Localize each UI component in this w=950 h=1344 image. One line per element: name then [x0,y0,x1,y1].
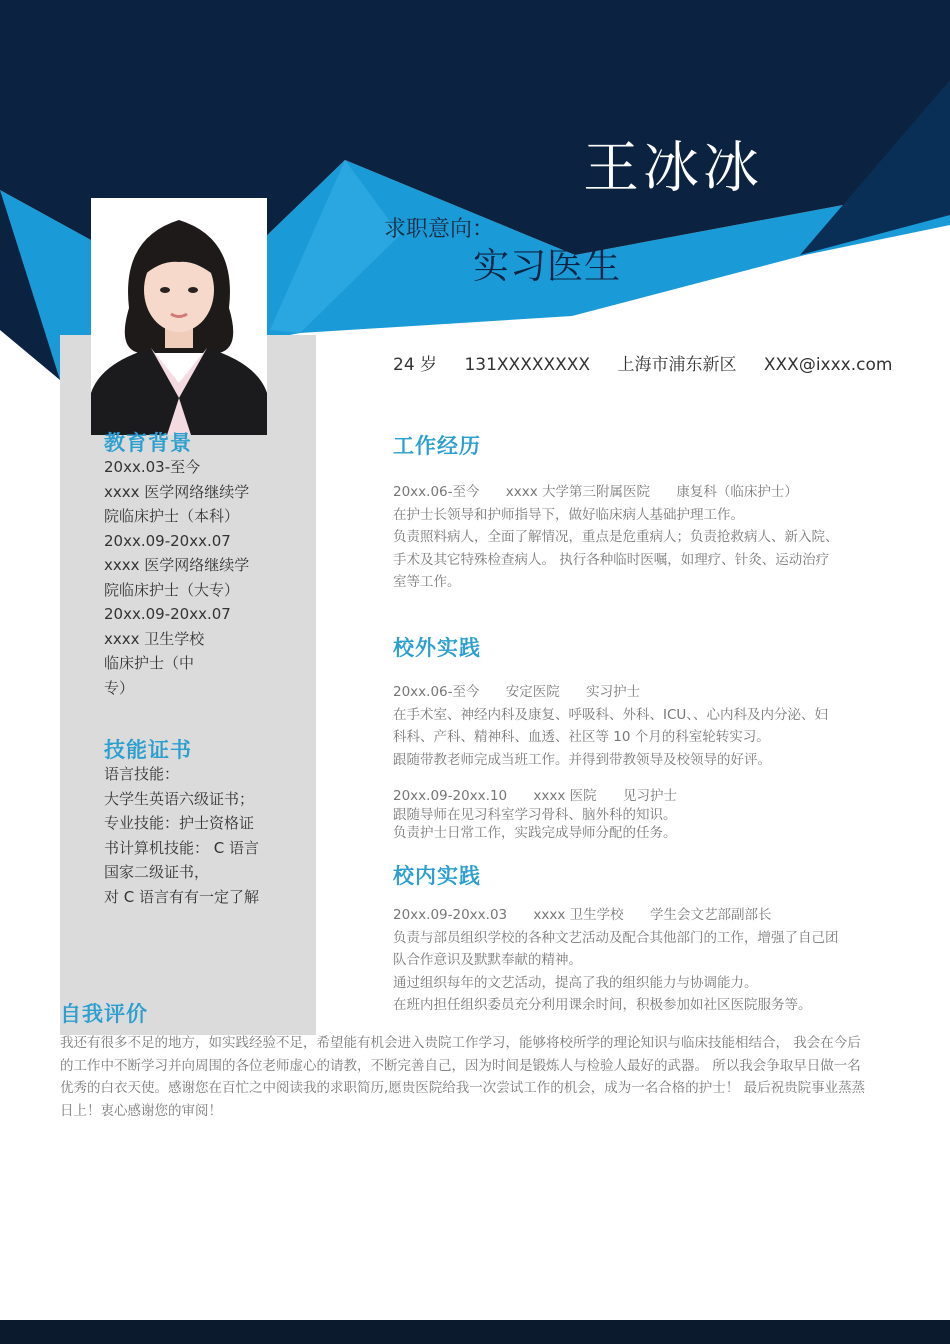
external-entry-head [393,681,828,704]
profile-photo [91,198,267,435]
education-line: 院临床护士（本科） [104,507,240,525]
external-entry-1 [393,681,828,771]
education-line: 院临床护士（大专） [104,580,240,599]
external-title: 校外实践 [393,636,481,660]
skills-line: 语言技能： [104,765,180,783]
external-role: 实习护士 [586,684,641,700]
education-line: xxxx 医学网络继续学 [104,556,250,574]
internal-org: xxxx 卫生学校 [533,907,624,923]
external-entry-2 [393,787,699,843]
self-eval-title: 自我评价 [60,1002,148,1026]
external-line: 科科、产科、精神科、血透、社区等 10 个月的科室轮转实习。 [393,729,770,745]
internal-line: 在班内担任组织委员充分利用课余时间，积极参加如社区医院服务等。 [393,997,812,1013]
education-list [104,455,249,700]
internal-line: 队合作意识及默默奉献的精神。 [393,952,582,968]
internal-entry-head [393,904,839,927]
work-role: 康复科（临床护士） [676,484,798,500]
skills-line: 大学生英语六级证书； [104,789,255,808]
external-entry-head [393,787,699,806]
contact-age: 24 岁 [393,355,438,375]
external-line: 跟随导师在见习科室学习骨科、脑外科的知识。 [393,806,677,823]
self-eval-text: 我还有很多不足的地方，如实践经验不足，希望能有机会进入贵院工作学习，能够将校所学的理论知识与临床技能相结合， 我会在今后的工作中不断学习并向周围的各位老师虚心的请教，不断完善自己，因为时间是锻炼人与检验人最好的武器。 所以我会争取早日做一名优秀的白衣天使。感谢您在百忙之中阅读我的求职简历,愿贵医院给我一次尝试工作的机会，成为一名合格的护士！ 最后祝贵院事业蒸蒸日上！衷心感谢您的审阅！ [60,1035,866,1119]
work-line: 手术及其它特殊检查病人。 执行各种临时医嘱，如理疗、针灸、运动治疗 [393,551,830,568]
internal-title: 校内实践 [393,864,481,888]
internal-line: 通过组织每年的文艺活动，提高了我的组织能力与协调能力。 [393,974,758,991]
education-line: 专） [104,678,135,697]
skills-line: 书计算机技能： C 语言 [104,838,260,857]
contact-email: XXX@ixxx.com [763,355,893,375]
work-entry-head [393,481,839,504]
education-line: 临床护士（中 [104,654,195,672]
external-org: xxxx 医院 [533,788,597,804]
education-line: xxxx 卫生学校 [104,629,205,648]
skills-list [104,762,259,909]
external-date: 20xx.06-至今 [393,684,480,700]
education-line: xxxx 医学网络继续学 [104,482,250,501]
work-org: xxxx 大学第三附属医院 [505,484,651,500]
work-line: 在护士长领导和护师指导下，做好临床病人基础护理工作。 [393,506,744,523]
job-intent-value: 实习医生 [473,246,622,287]
internal-entry [393,904,839,1017]
skills-line: 对 C 语言有有一定了解 [104,887,260,906]
skills-line: 专业技能：护士资格证 [104,814,255,832]
work-title: 工作经历 [393,434,481,458]
external-org: 安定医院 [505,684,560,700]
education-line: 20xx.09-20xx.07 [104,605,231,623]
external-role: 见习护士 [622,788,677,804]
education-line: 20xx.03-至今 [104,458,201,476]
internal-role: 学生会文艺部副部长 [649,907,772,923]
work-line: 室等工作。 [393,574,461,590]
external-line: 在手术室、神经内科及康复、呼吸科、外科、ICU、、心内科及内分泌、妇 [393,706,829,723]
internal-line: 负责与部员组织学校的各种文艺活动及配合其他部门的工作，增强了自己团 [393,929,839,946]
skills-line: 国家二级证书， [104,863,210,881]
work-entry [393,481,839,594]
education-line: 20xx.09-20xx.07 [104,531,231,550]
internal-date: 20xx.09-20xx.03 [393,907,508,923]
external-line: 跟随带教老师完成当班工作。并得到带教领导及校领导的好评。 [393,751,771,768]
external-line: 负责护士日常工作，实践完成导师分配的任务。 [393,825,677,841]
job-intent-label: 求职意向： [384,217,495,242]
applicant-name: 王冰冰 [583,136,763,201]
contact-address: 上海市浦东新区 [617,355,737,375]
skills-title: 技能证书 [104,738,192,762]
work-date: 20xx.06-至今 [393,484,480,500]
external-date: 20xx.09-20xx.10 [393,788,508,804]
contact-info [393,350,914,375]
work-line: 负责照料病人，全面了解情况，重点是危重病人；负责抢救病人、新入院、 [393,529,839,545]
contact-phone: 131XXXXXXXX [464,355,591,375]
footer-bar [0,1320,950,1344]
education-title: 教育背景 [104,431,192,455]
